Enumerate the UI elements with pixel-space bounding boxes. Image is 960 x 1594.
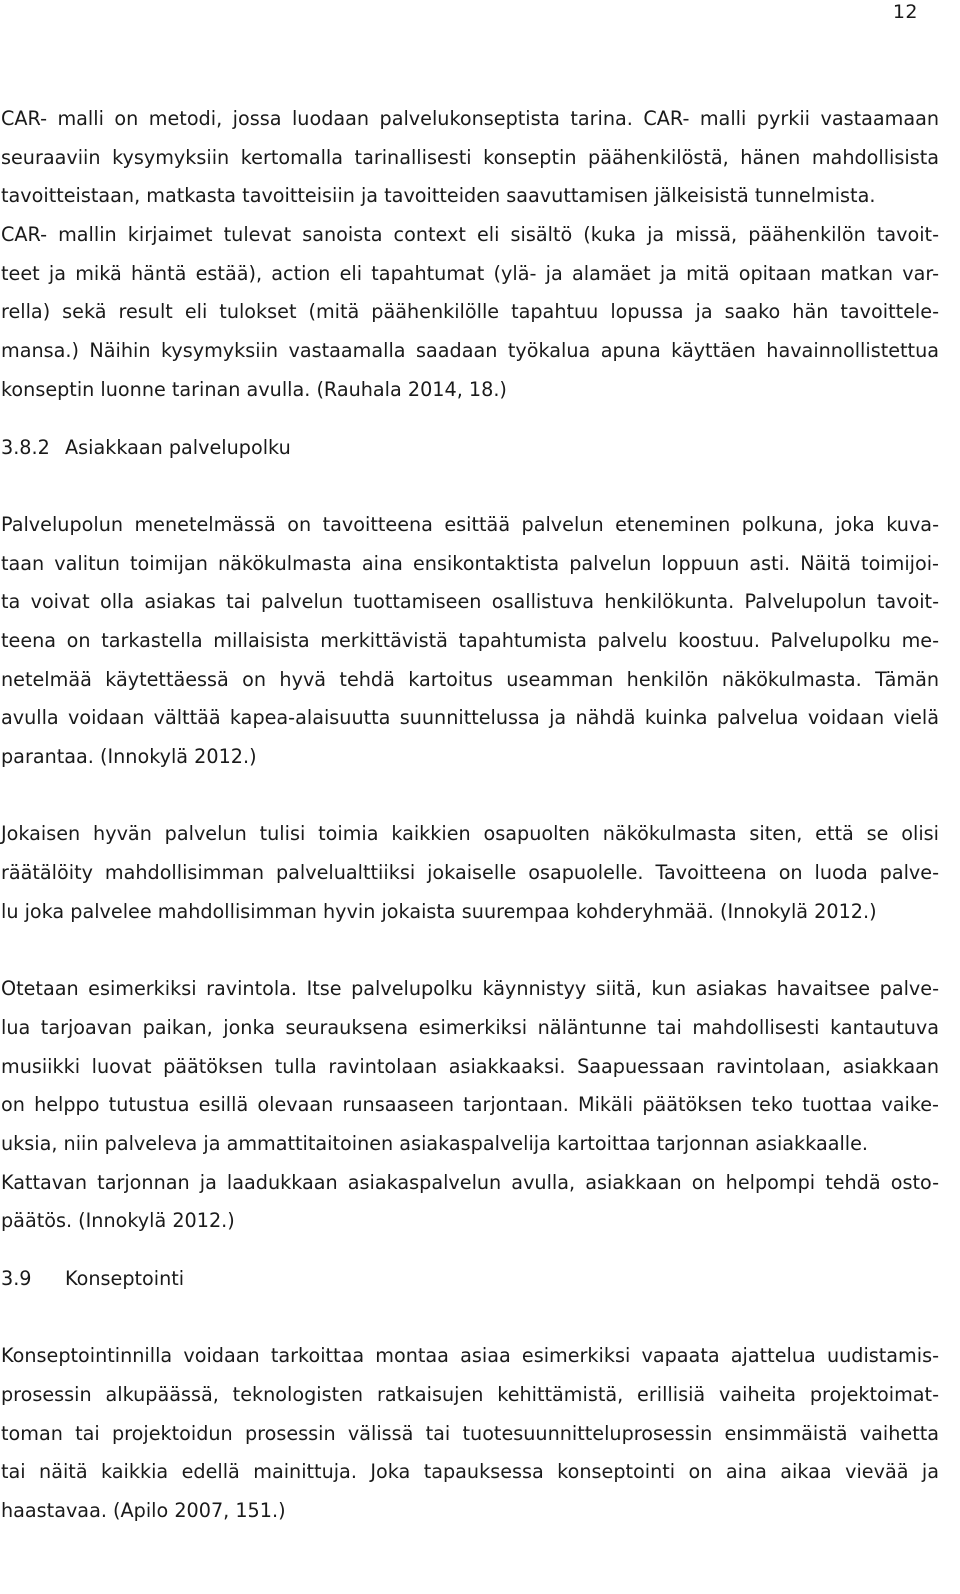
paragraph-good-service [1,815,939,931]
text-line: teet ja mikä häntä estää), action eli tapahtumat (ylä- ja alamäet ja mitä opitaan matkan var- [1,261,939,285]
text-line: Konseptointinnilla voidaan tarkoittaa montaa asiaa esimerkiksi vapaata ajattelua uudistamis- [1,1344,939,1368]
text-line: teena on tarkastella millaisista merkittävistä tapahtumista palvelu koostuu. Palvelupolku me- [1,628,939,652]
text-line: Jokaisen hyvän palvelun tulisi toimia kaikkien osapuolten näkökulmasta siten, että se olisi [1,822,939,846]
text-line: CAR- malli on metodi, jossa luodaan palvelukonseptista tarina. CAR- malli pyrkii vastaamaan [1,107,939,130]
text-line: taan valitun toimijan näkökulmasta aina ensikontaktista palvelun loppuun asti. Näitä toimijoi- [1,551,939,575]
paragraph-service-path [1,506,939,777]
text-line: tavoitteistaan, matkasta tavoitteisiin ja tavoitteiden saavuttamisen jälkeisistä tunnelmista. [1,184,876,208]
document-body [1,100,939,1531]
section-title: Konseptointi [65,1266,185,1290]
section-title: Asiakkaan palvelupolku [65,435,291,459]
paragraph-car-model [1,100,939,410]
section-number: 3.9 [1,1266,32,1290]
text-line: uksia, niin palveleva ja ammattitaitoinen asiakaspalvelija kartoittaa tarjonnan asiakkaalle. [1,1131,869,1155]
text-line: musiikki luovat päätöksen tulla ravintolaan asiakkaaksi. Saapuessaan ravintolaan, asiakkaan [1,1054,939,1078]
text-line: netelmää käytettäessä on hyvä tehdä kartoitus useamman henkilön näkökulmasta. Tämän [1,667,939,691]
text-line: haastavaa. (Apilo 2007, 151.) [1,1499,286,1523]
page-number: 12 [892,1,918,23]
section-heading-3-9 [1,1260,939,1299]
text-line: mansa.) Näihin kysymyksiin vastaamalla saadaan työkalua apuna käyttäen havainnollistettua [1,339,939,363]
text-line: seuraaviin kysymyksiin kertomalla tarinallisesti konseptin päähenkilöstä, hänen mahdollisista [1,145,939,169]
text-line: konseptin luonne tarinan avulla. (Rauhala 2014, 18.) [1,377,507,401]
text-line: on helppo tutustua esillä olevaan runsaaseen tarjontaan. Mikäli päätöksen teko tuottaa vaike- [1,1093,939,1117]
paragraph-conceptualization [1,1337,939,1530]
text-line: Palvelupolun menetelmässä on tavoitteena esittää palvelun eteneminen polkuna, joka kuva- [1,512,939,536]
text-line: prosessin alkupäässä, teknologisten ratkaisujen kehittämistä, erillisiä vaiheita projektoimat- [1,1383,939,1406]
text-line: CAR- mallin kirjaimet tulevat sanoista context eli sisältö (kuka ja missä, päähenkilön tavoit- [1,223,939,247]
text-line: päätös. (Innokylä 2012.) [1,1209,235,1233]
text-line: Kattavan tarjonnan ja laadukkaan asiakaspalvelun avulla, asiakkaan on helpompi tehdä osto- [1,1170,939,1194]
paragraph-restaurant-example [1,970,939,1241]
text-line: lu joka palvelee mahdollisimman hyvin jokaista suurempaa kohderyhmää. (Innokylä 2012.) [1,899,877,923]
text-line: parantaa. (Innokylä 2012.) [1,745,257,768]
text-line: rella) sekä result eli tulokset (mitä päähenkilölle tapahtuu lopussa ja saako hän tavoittele- [1,300,939,324]
text-line: Otetaan esimerkiksi ravintola. Itse palvelupolku käynnistyy siitä, kun asiakas havaitsee palve- [1,977,939,1001]
text-line: ta voivat olla asiakas tai palvelun tuottamiseen osallistuva henkilökunta. Palvelupolun tavoit- [1,590,939,614]
text-line: tai näitä kaikkia edellä mainittuja. Joka tapauksessa konseptointi on aina aikaa vievää ja [1,1460,939,1484]
text-line: toman tai projektoidun prosessin välissä tai tuotesuunnitteluprosessin ensimmäistä vaihetta [1,1421,939,1445]
section-number: 3.8.2 [1,435,50,459]
text-line: räätälöity mahdollisimman palvelualttiiksi jokaiselle osapuolelle. Tavoitteena on luoda palve- [1,861,939,885]
text-line: avulla voidaan välttää kapea-alaisuutta suunnittelussa ja nähdä kuinka palvelua voidaan vielä [1,706,939,730]
section-heading-3-8-2 [1,429,939,468]
text-line: lua tarjoavan paikan, jonka seurauksena esimerkiksi näläntunne tai mahdollisesti kantautuva [1,1015,939,1039]
